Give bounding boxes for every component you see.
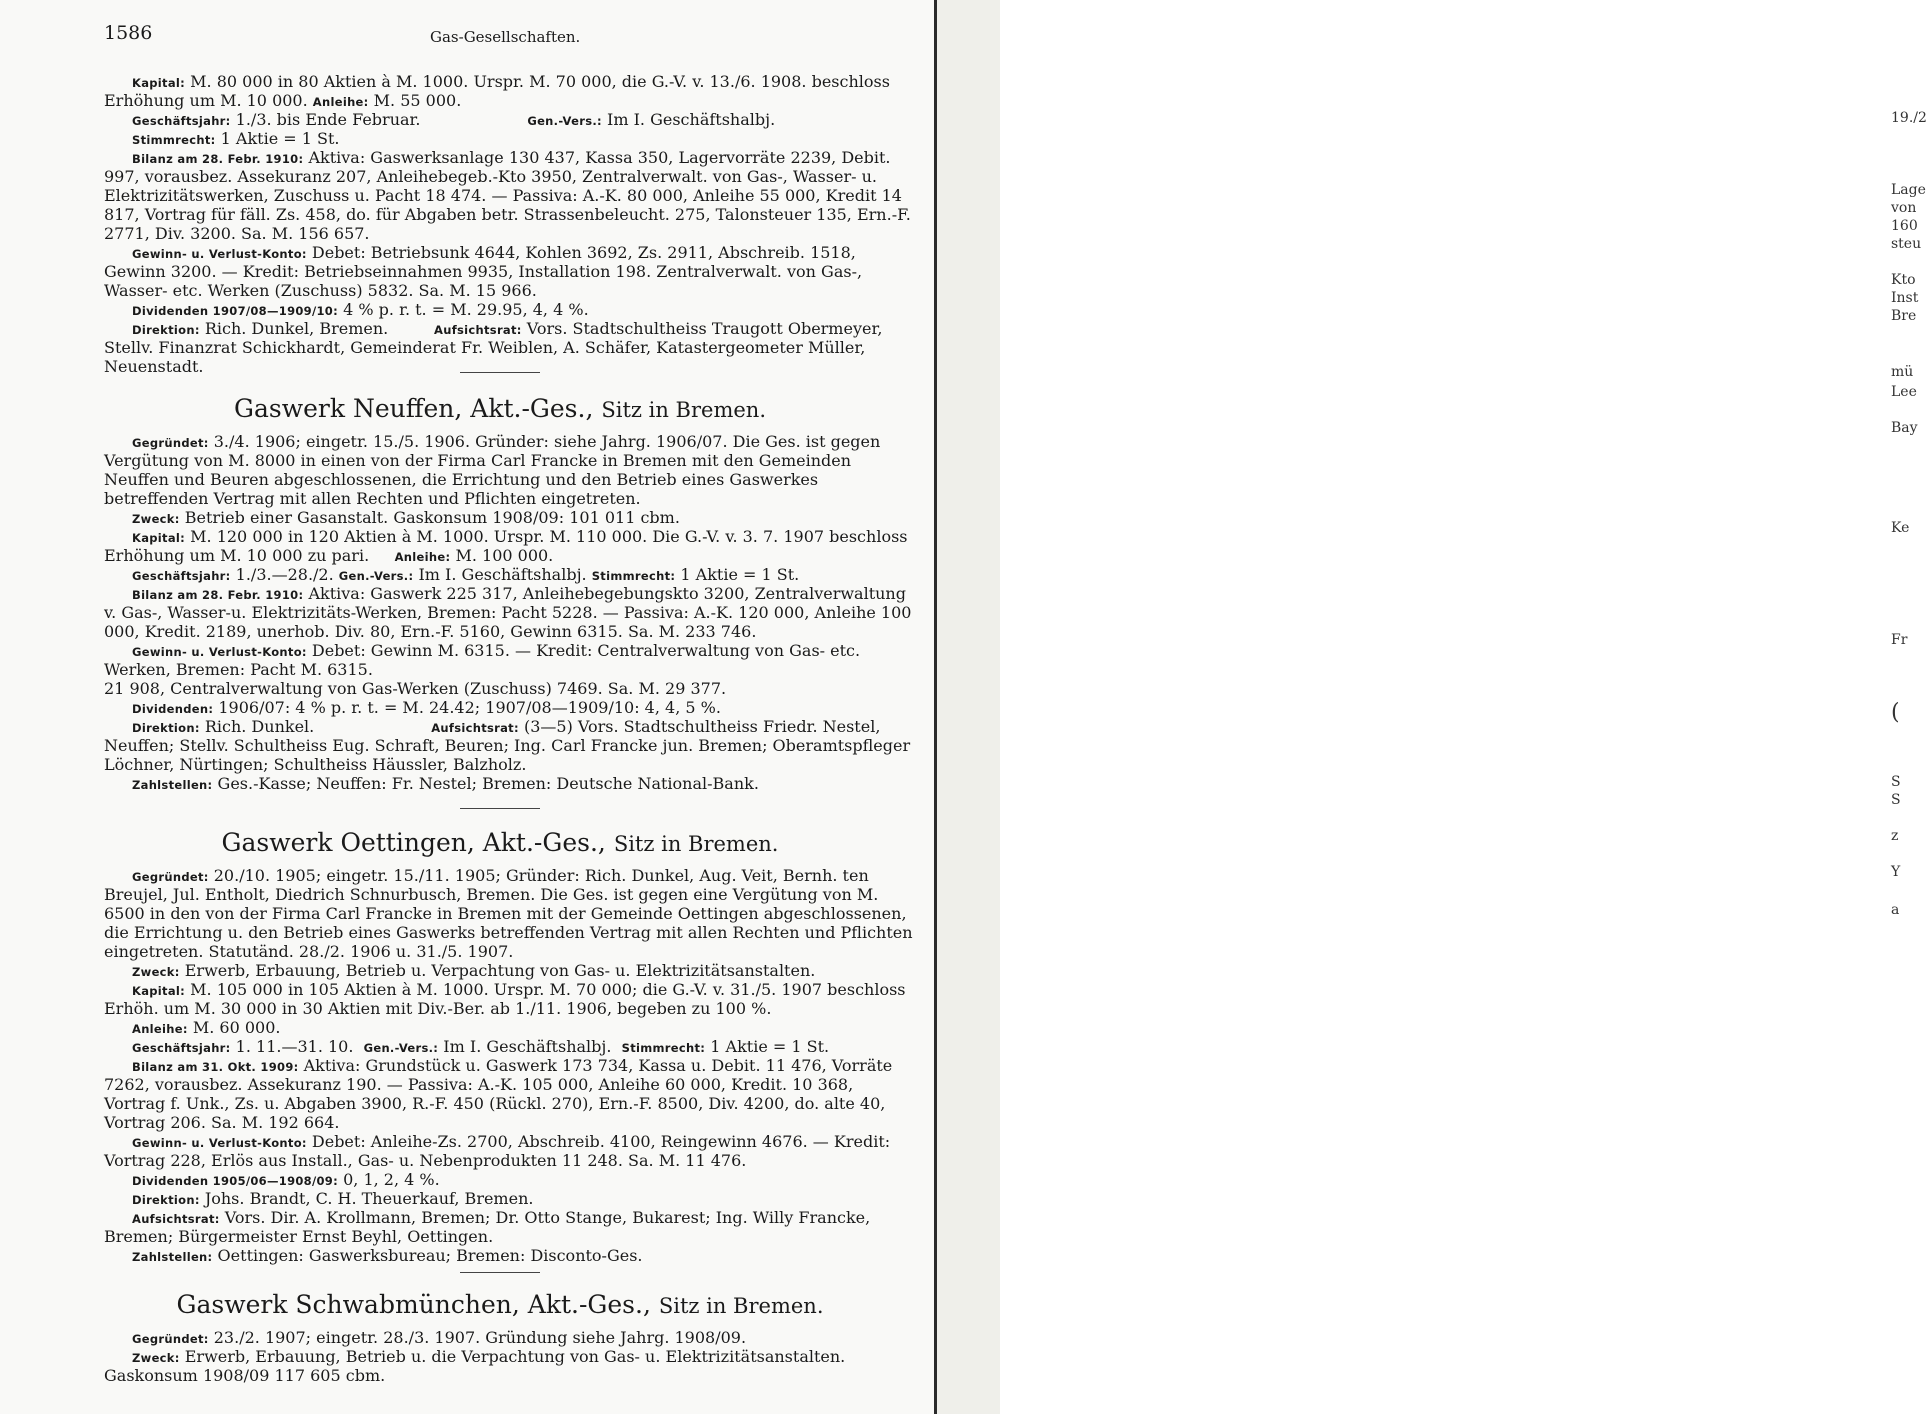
- gutter-fragment: Ke: [1891, 520, 1910, 536]
- section-divider: [460, 372, 540, 373]
- bilanz-text: Aktiva: Gaswerksanlage 130 437, Kassa 350, Lagervorräte 2239, Debit. 997, vorausbez. Assekuranz 207, Anleihebegeb.-Kto 3950, Zentralverwalt. von Gas-, Wasser- u. Elektrizitätswerken, Zuschuss u. Pacht 18 474. — Passiva: A.-K. 80 000, Anleihe 55 000, Kredit 14 817, Vortrag für fäll. Zs. 458, do. für Abgaben betr. Strassenbeleucht. 275, Talonsteuer 135, Ern.-F. 2771, Div. 3200. Sa. M. 156 657.: [104, 148, 911, 243]
- field-label: Direktion:: [132, 721, 200, 735]
- gutter-fragment: Kto: [1891, 272, 1916, 288]
- section-divider: [460, 808, 540, 809]
- field-label: Bilanz am 28. Febr. 1910:: [132, 152, 304, 166]
- company-seat: Sitz in Bremen.: [658, 1294, 824, 1318]
- field-label: Zweck:: [132, 1351, 180, 1365]
- entry-oettingen: [104, 866, 914, 1265]
- gutter-fragment: z: [1891, 828, 1899, 844]
- entry-neuffen: [104, 432, 914, 793]
- stimmrecht-text: 1 Aktie = 1 St.: [680, 565, 800, 584]
- field-label: Direktion:: [132, 323, 200, 337]
- company-seat: Sitz in Bremen.: [601, 398, 766, 422]
- anleihe-text: M. 60 000.: [192, 1018, 281, 1037]
- gutter-fragment: S: [1891, 792, 1901, 808]
- aufsichtsrat-text: (3—5) Vors. Stadtschultheiss Friedr. Nestel, Neuffen; Stellv. Schultheiss Eug. Schraft, Beuren; Ing. Carl Francke jun. Bremen; Oberamtspfleger Löchner, Nürtingen; Schultheiss Häussler, Balzholz.: [104, 717, 911, 774]
- field-label: Gegründet:: [132, 1332, 209, 1346]
- running-title: Gas-Gesellschaften.: [430, 28, 581, 46]
- field-label: Stimmrecht:: [621, 1041, 706, 1055]
- page-number: 1586: [104, 22, 153, 44]
- field-label: Aufsichtsrat:: [132, 1212, 220, 1226]
- zahlstellen-text: Oettingen: Gaswerksbureau; Bremen: Disconto-Ges.: [217, 1246, 643, 1265]
- kapital-text: M. 80 000 in 80 Aktien à M. 1000. Urspr. M. 70 000, die G.-V. v. 13./6. 1908. beschloss Erhöhung um M. 10 000.: [104, 72, 890, 110]
- section-divider: [460, 1272, 540, 1273]
- gutter-fragment: Bay: [1891, 420, 1918, 436]
- field-label: Geschäftsjahr:: [132, 569, 231, 583]
- aufsichtsrat-text: Vors. Stadtschultheiss Traugott Obermeyer, Stellv. Finanzrat Schickhardt, Gemeinderat Fr. Weiblen, A. Schäfer, Katastergeometer Müller, Neuenstadt.: [104, 319, 883, 376]
- field-label: Kapital:: [132, 76, 186, 90]
- gutter-fragment: Fr: [1891, 632, 1908, 648]
- field-label: Aufsichtsrat:: [431, 721, 519, 735]
- geschaeftsjahr-text: 1. 11.—31. 10.: [235, 1037, 354, 1056]
- gutter-fragment: 19./2: [1891, 110, 1927, 126]
- stimmrecht-text: 1 Aktie = 1 St.: [220, 129, 340, 148]
- guv-text: Debet: Anleihe-Zs. 2700, Abschreib. 4100, Reingewinn 4676. — Kredit: Vortrag 228, Erlös aus Install., Gas- u. Nebenprodukten 11 248. Sa. M. 11 476.: [104, 1132, 891, 1170]
- direktion-text: Rich. Dunkel.: [204, 717, 315, 736]
- company-name: Gaswerk Schwabmünchen, Akt.-Ges.,: [176, 1290, 651, 1319]
- field-label: Dividenden 1905/06—1908/09:: [132, 1174, 338, 1188]
- gutter-fragment: Lee: [1891, 384, 1917, 400]
- dividenden-text: 0, 1, 2, 4 %.: [343, 1170, 440, 1189]
- adjacent-page-gutter: [937, 0, 1927, 1414]
- field-label: Gewinn- u. Verlust-Konto:: [132, 247, 307, 261]
- field-label: Gewinn- u. Verlust-Konto:: [132, 1136, 307, 1150]
- field-label: Gen.-Vers.:: [527, 114, 602, 128]
- gegruendet-text: 23./2. 1907; eingetr. 28./3. 1907. Gründung siehe Jahrg. 1908/09.: [213, 1328, 747, 1347]
- gutter-fragment: a: [1891, 902, 1900, 918]
- entry-title: [0, 1290, 1000, 1319]
- dividenden-text: 4 % p. r. t. = M. 29.95, 4, 4 %.: [343, 300, 589, 319]
- entry-continued: [104, 72, 914, 376]
- genvers-text: Im I. Geschäftshalbj.: [443, 1037, 612, 1056]
- guv-text: Debet: Betriebsunk 4644, Kohlen 3692, Zs. 2911, Abschreib. 1518, Gewinn 3200. — Kredit: Betriebseinnahmen 9935, Installation 198. Zentralverwalt. von Gas-, Wasser- etc. Werken (Zuschuss) 5832. Sa. M. 15 966.: [104, 243, 863, 300]
- field-label: Kapital:: [132, 531, 186, 545]
- zweck-text: Erwerb, Erbauung, Betrieb u. die Verpachtung von Gas- u. Elektrizitätsanstalten. Gaskonsum 1908/09 117 605 cbm.: [104, 1347, 846, 1385]
- field-label: Bilanz am 28. Febr. 1910:: [132, 588, 304, 602]
- field-label: Gen.-Vers.:: [338, 569, 414, 583]
- company-seat: Sitz in Bremen.: [613, 832, 779, 856]
- entry-schwabmuenchen: [104, 1328, 914, 1385]
- stimmrecht-text: 1 Aktie = 1 St.: [710, 1037, 830, 1056]
- genvers-text: Im I. Geschäftshalbj.: [418, 565, 587, 584]
- field-label: Gegründet:: [132, 870, 209, 884]
- field-label: Geschäftsjahr:: [132, 114, 231, 128]
- kapital-text: M. 105 000 in 105 Aktien à M. 1000. Urspr. M. 70 000; die G.-V. v. 31./5. 1907 beschloss Erhöh. um M. 30 000 in 30 Aktien mit Div.-Ber. ab 1./11. 1906, begeben zu 100 %.: [104, 980, 906, 1018]
- gutter-fragment: 160: [1891, 218, 1918, 234]
- gutter-fragment: (: [1891, 700, 1900, 725]
- bilanz-text: Aktiva: Gaswerk 225 317, Anleihebegebungskto 3200, Zentralverwaltung v. Gas-, Wasser-u. Elektrizitäts-Werken, Bremen: Pacht 5228. — Passiva: A.-K. 120 000, Anleihe 100 000, Kredit. 2189, unerhob. Div. 80, Ern.-F. 5160, Gewinn 6315. Sa. M. 233 746.: [104, 584, 912, 641]
- entry-title: [0, 828, 1000, 857]
- gutter-fragment: von: [1891, 200, 1917, 216]
- gutter-fragment: Inst: [1891, 290, 1919, 306]
- gutter-fragment: Lage: [1891, 182, 1926, 198]
- field-label: Stimmrecht:: [132, 133, 216, 147]
- gegruendet-text: 3./4. 1906; eingetr. 15./5. 1906. Gründer: siehe Jahrg. 1906/07. Die Ges. ist gegen Vergütung von M. 8000 in einen von der Firma Carl Francke in Bremen mit den Gemeinden Neuffen und Beuren abgeschlossenen, die Errichtung und den Betrieb eines Gaswerkes betreffenden Vertrag mit allen Rechten und Pflichten eingetreten.: [104, 432, 881, 508]
- kapital-text: M. 120 000 in 120 Aktien à M. 1000. Urspr. M. 110 000. Die G.-V. v. 3. 7. 1907 beschloss Erhöhung um M. 10 000 zu pari.: [104, 527, 908, 565]
- gutter-fragment: Bre: [1891, 308, 1917, 324]
- field-label: Dividenden:: [132, 702, 214, 716]
- zahlstellen-text: Ges.-Kasse; Neuffen: Fr. Nestel; Bremen: Deutsche National-Bank.: [217, 774, 759, 793]
- gutter-fragment: steu: [1891, 236, 1922, 252]
- field-label: Zahlstellen:: [132, 1250, 213, 1264]
- field-label: Geschäftsjahr:: [132, 1041, 231, 1055]
- field-label: Stimmrecht:: [591, 569, 676, 583]
- field-label: Zahlstellen:: [132, 778, 213, 792]
- direktion-text: Johs. Brandt, C. H. Theuerkauf, Bremen.: [204, 1189, 534, 1208]
- field-label: Aufsichtsrat:: [434, 323, 522, 337]
- page-fold-line: [934, 0, 937, 1414]
- guv-text: Debet: Gewinn M. 6315. — Kredit: Centralverwaltung von Gas- etc. Werken, Bremen: Pacht M. 6315.: [104, 641, 861, 679]
- field-label: Anleihe:: [312, 95, 369, 109]
- field-label: Gewinn- u. Verlust-Konto:: [132, 645, 307, 659]
- entry-title: [0, 394, 1000, 423]
- gutter-fragment: S: [1891, 774, 1901, 790]
- genvers-text: Im I. Geschäftshalbj.: [607, 110, 776, 129]
- company-name: Gaswerk Neuffen, Akt.-Ges.,: [234, 394, 594, 423]
- direktion-text: Rich. Dunkel, Bremen.: [204, 319, 389, 338]
- geschaeftsjahr-text: 1./3. bis Ende Februar.: [235, 110, 421, 129]
- field-label: Gen.-Vers.:: [363, 1041, 439, 1055]
- field-label: Anleihe:: [394, 550, 451, 564]
- bilanz-text: Aktiva: Grundstück u. Gaswerk 173 734, Kassa u. Debit. 11 476, Vorräte 7262, vorausbez. Assekuranz 190. — Passiva: A.-K. 105 000, Anleihe 60 000, Kredit. 10 368, Vortrag f. Unk., Zs. u. Abgaben 3900, R.-F. 450 (Rückl. 270), Ern.-F. 8500, Div. 4200, do. alte 40, Vortrag 206. Sa. M. 192 664.: [104, 1056, 893, 1132]
- aufsichtsrat-text: Vors. Dir. A. Krollmann, Bremen; Dr. Otto Stange, Bukarest; Ing. Willy Francke, Bremen; Bürgermeister Ernst Beyhl, Oettingen.: [104, 1208, 871, 1246]
- gegruendet-text: 20./10. 1905; eingetr. 15./11. 1905; Gründer: Rich. Dunkel, Aug. Veit, Bernh. ten Breujel, Jul. Entholt, Diedrich Schnurbusch, Bremen. Die Ges. ist gegen eine Vergütung von M. 6500 in den von der Firma Carl Francke in Bremen mit der Gemeinde Oettingen abgeschlossenen, die Errichtung u. den Betrieb eines Gaswerks betreffenden Vertrag mit allen Rechten und Pflichten eingetreten. Statutänd. 28./2. 1906 u. 31./5. 1907.: [104, 866, 913, 961]
- field-label: Bilanz am 31. Okt. 1909:: [132, 1060, 299, 1074]
- field-label: Gegründet:: [132, 436, 209, 450]
- anleihe-text: M. 55 000.: [373, 91, 462, 110]
- gutter-fragment: mü: [1891, 364, 1914, 380]
- gutter-fragment: Y: [1891, 864, 1901, 880]
- field-label: Direktion:: [132, 1193, 200, 1207]
- field-label: Anleihe:: [132, 1022, 188, 1036]
- company-name: Gaswerk Oettingen, Akt.-Ges.,: [221, 828, 606, 857]
- field-label: Dividenden 1907/08—1909/10:: [132, 304, 338, 318]
- guv-text-continued: 21 908, Centralverwaltung von Gas-Werken (Zuschuss) 7469. Sa. M. 29 377.: [104, 679, 727, 698]
- dividenden-text: 1906/07: 4 % p. r. t. = M. 24.42; 1907/08—1909/10: 4, 4, 5 %.: [218, 698, 721, 717]
- field-label: Zweck:: [132, 512, 180, 526]
- anleihe-text: M. 100 000.: [455, 546, 554, 565]
- field-label: Kapital:: [132, 984, 186, 998]
- zweck-text: Betrieb einer Gasanstalt. Gaskonsum 1908/09: 101 011 cbm.: [184, 508, 680, 527]
- zweck-text: Erwerb, Erbauung, Betrieb u. Verpachtung von Gas- u. Elektrizitätsanstalten.: [184, 961, 816, 980]
- field-label: Zweck:: [132, 965, 180, 979]
- geschaeftsjahr-text: 1./3.—28./2.: [235, 565, 334, 584]
